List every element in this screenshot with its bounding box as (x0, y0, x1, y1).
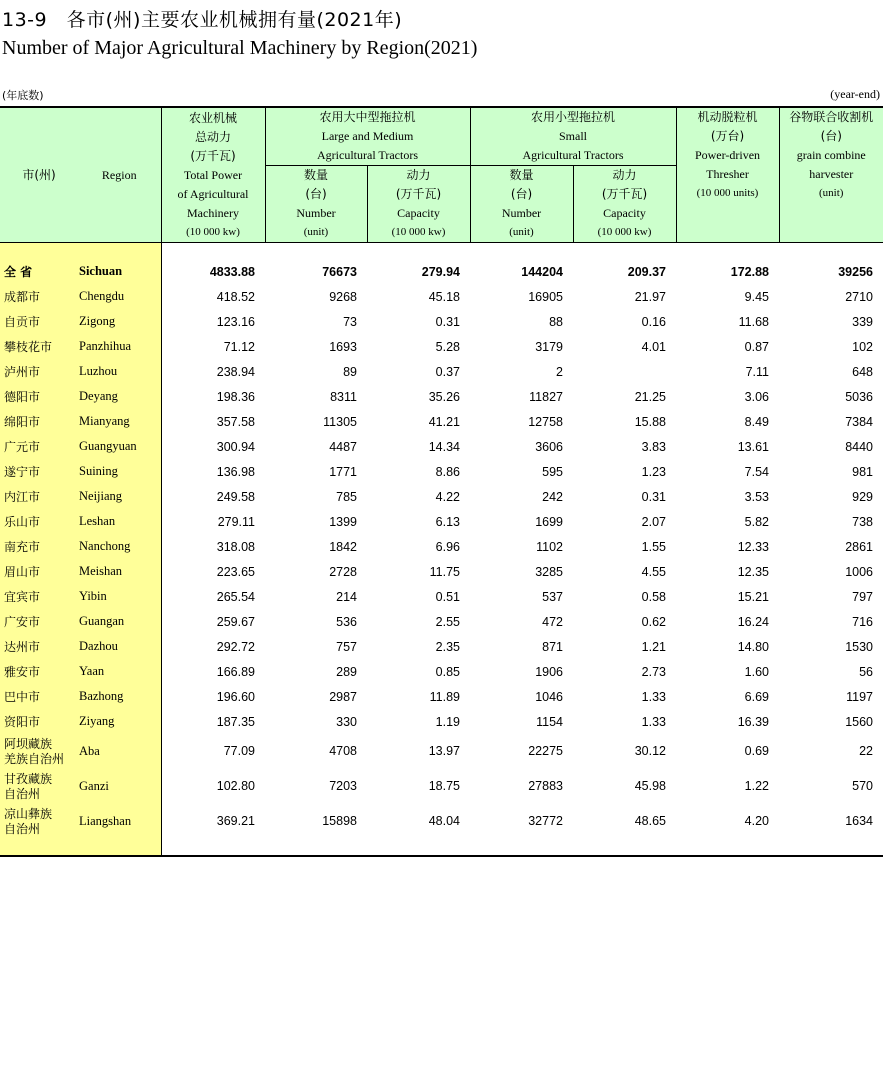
value-cell: 88 (549, 314, 563, 329)
region-name-cn: 达州市 (0, 634, 78, 659)
value-cell: 196.60 (216, 689, 255, 704)
value-cell: 537 (542, 589, 563, 604)
value-cell: 265.54 (216, 589, 255, 604)
region-name-en: Suining (78, 459, 161, 484)
table-row (0, 384, 883, 409)
header-small-tractors: 农用小型拖拉机 Small Agricultural Tractors (470, 107, 676, 166)
value-cell: 1.21 (641, 639, 666, 654)
value-cell: 0.37 (435, 364, 460, 379)
value-cell: 5036 (845, 389, 873, 404)
value-cell: 0.85 (435, 664, 460, 679)
value-cell: 738 (852, 514, 873, 529)
spacer-cell (78, 839, 161, 856)
value-cell: 136.98 (216, 464, 255, 479)
value-cell: 1.22 (744, 779, 769, 793)
table-row (0, 484, 883, 509)
value-cell: 214 (336, 589, 357, 604)
region-name-en: Panzhihua (78, 334, 161, 359)
value-cell: 4.20 (744, 814, 769, 828)
region-name-cn: 自贡市 (0, 309, 78, 334)
region-name-cn: 广安市 (0, 609, 78, 634)
table-row (0, 434, 883, 459)
value-cell: 3179 (535, 339, 563, 354)
value-cell: 330 (336, 714, 357, 729)
value-cell: 757 (336, 639, 357, 654)
region-name-cn-line1: 阿坝藏族 (4, 736, 53, 751)
region-name-en: Chengdu (78, 284, 161, 309)
region-name-en: Leshan (78, 509, 161, 534)
region-name-en: Deyang (78, 384, 161, 409)
table-row (0, 769, 883, 804)
region-name-cn: 资阳市 (0, 709, 78, 734)
region-name-en: Dazhou (78, 634, 161, 659)
value-cell: 123.16 (216, 314, 255, 329)
value-cell: 716 (852, 614, 873, 629)
region-name-cn-line2: 自治州 (4, 786, 41, 801)
value-cell: 249.58 (216, 489, 255, 504)
region-name-en: Nanchong (78, 534, 161, 559)
spacer-cell (161, 839, 265, 856)
value-cell: 300.94 (216, 439, 255, 454)
region-name-cn: 广元市 (0, 434, 78, 459)
value-cell: 187.35 (216, 714, 255, 729)
value-cell: 7203 (329, 779, 357, 793)
value-cell: 0.31 (641, 489, 666, 504)
value-cell: 0.62 (641, 614, 666, 629)
value-cell: 16.24 (737, 614, 769, 629)
value-cell: 3285 (535, 564, 563, 579)
value-cell: 13.61 (737, 439, 769, 454)
table-row (0, 334, 883, 359)
region-name-cn: 乐山市 (0, 509, 78, 534)
region-name-cn (0, 769, 78, 804)
value-cell: 3.83 (641, 439, 666, 454)
region-name-cn: 成都市 (0, 284, 78, 309)
value-cell: 71.12 (223, 339, 255, 354)
value-cell: 39256 (838, 264, 873, 279)
value-cell: 8.49 (744, 414, 769, 429)
value-cell: 3606 (535, 439, 563, 454)
region-name-cn: 巴中市 (0, 684, 78, 709)
value-cell: 6.96 (435, 539, 460, 554)
spacer-cell (265, 243, 367, 260)
value-cell: 1399 (329, 514, 357, 529)
spacer-cell (779, 839, 883, 856)
value-cell: 11305 (323, 414, 357, 429)
value-cell: 198.36 (216, 389, 255, 404)
table-row (0, 409, 883, 434)
value-cell: 77.09 (223, 744, 255, 758)
region-name-cn: 绵阳市 (0, 409, 78, 434)
value-cell: 0.87 (744, 339, 769, 354)
header-thresher: 机动脱粒机 (万台) Power-driven Thresher (10 000 units) (676, 107, 779, 243)
table-row (0, 284, 883, 309)
value-cell: 14.34 (428, 439, 460, 454)
region-name-cn: 内江市 (0, 484, 78, 509)
region-name-en: Ganzi (78, 769, 161, 804)
value-cell: 13.97 (428, 744, 460, 758)
value-cell: 8311 (330, 389, 357, 404)
spacer-cell (573, 243, 676, 260)
value-cell: 223.65 (216, 564, 255, 579)
spacer-cell (779, 243, 883, 260)
region-name-cn (0, 734, 78, 769)
value-cell: 0.69 (744, 744, 769, 758)
value-cell: 76673 (322, 264, 357, 279)
value-cell: 18.75 (428, 779, 460, 793)
value-cell: 12.33 (737, 539, 769, 554)
value-cell: 3.53 (744, 489, 769, 504)
value-cell: 595 (542, 464, 563, 479)
region-name-en: Meishan (78, 559, 161, 584)
value-cell: 144204 (521, 264, 563, 279)
value-cell: 238.94 (216, 364, 255, 379)
table-row (0, 684, 883, 709)
value-cell: 27883 (528, 779, 563, 793)
value-cell: 339 (852, 314, 873, 329)
value-cell: 1.33 (641, 714, 666, 729)
value-cell: 16.39 (737, 714, 769, 729)
region-name-cn-line1: 甘孜藏族 (4, 771, 53, 786)
value-cell: 1771 (329, 464, 357, 479)
value-cell: 1154 (536, 714, 563, 729)
unit-note-chinese: (年底数) (2, 89, 44, 102)
value-cell: 56 (859, 664, 873, 679)
header-small-capacity: 动力 (万千瓦) Capacity (10 000 kw) (573, 166, 676, 243)
value-cell: 2.55 (435, 614, 460, 629)
value-cell: 292.72 (216, 639, 255, 654)
region-name-cn-line2: 自治州 (4, 821, 41, 836)
value-cell: 1006 (845, 564, 873, 579)
header-large-number: 数量 (台) Number (unit) (265, 166, 367, 243)
region-name-cn: 德阳市 (0, 384, 78, 409)
value-cell: 45.18 (428, 289, 460, 304)
spacer-cell (573, 839, 676, 856)
value-cell: 30.12 (634, 744, 666, 758)
header-small-number: 数量 (台) Number (unit) (470, 166, 573, 243)
value-cell: 871 (542, 639, 563, 654)
value-cell: 1.23 (641, 464, 666, 479)
value-cell: 4833.88 (209, 264, 255, 279)
region-name-cn: 南充市 (0, 534, 78, 559)
table-row (0, 609, 883, 634)
value-cell: 209.37 (627, 264, 666, 279)
value-cell: 785 (336, 489, 357, 504)
value-cell: 12758 (528, 414, 563, 429)
value-cell: 981 (852, 464, 873, 479)
value-cell: 102 (852, 339, 873, 354)
value-cell: 1842 (329, 539, 357, 554)
region-name-en: Guangan (78, 609, 161, 634)
value-cell: 48.04 (428, 814, 460, 828)
value-cell: 41.21 (428, 414, 460, 429)
table-row (0, 459, 883, 484)
value-cell: 472 (542, 614, 563, 629)
spacer-cell (367, 243, 470, 260)
value-cell: 1.55 (641, 539, 666, 554)
table-row (0, 534, 883, 559)
spacer-cell (470, 243, 573, 260)
value-cell: 14.80 (737, 639, 769, 654)
spacer-cell (0, 243, 78, 260)
value-cell: 45.98 (634, 779, 666, 793)
value-cell: 2.07 (641, 514, 666, 529)
region-name-en: Liangshan (78, 804, 161, 839)
spacer-cell (367, 839, 470, 856)
value-cell: 8.86 (435, 464, 460, 479)
value-cell: 4.22 (435, 489, 460, 504)
table-title-chinese: 13-9 各市(州)主要农业机械拥有量(2021年) (2, 9, 403, 31)
value-cell: 102.80 (216, 779, 255, 793)
region-name-en: Aba (78, 734, 161, 769)
value-cell: 0.16 (641, 314, 666, 329)
value-cell: 21.97 (634, 289, 666, 304)
value-cell: 1.33 (641, 689, 666, 704)
region-name-cn: 眉山市 (0, 559, 78, 584)
region-name-cn: 遂宁市 (0, 459, 78, 484)
value-cell: 21.25 (634, 389, 666, 404)
value-cell: 1560 (845, 714, 873, 729)
value-cell: 1906 (535, 664, 563, 679)
value-cell: 5.82 (744, 514, 769, 529)
value-cell: 648 (852, 364, 873, 379)
value-cell: 15.88 (634, 414, 666, 429)
value-cell (573, 359, 676, 384)
table-row (0, 634, 883, 659)
value-cell: 15.21 (737, 589, 769, 604)
header-large-capacity: 动力 (万千瓦) Capacity (10 000 kw) (367, 166, 470, 243)
spacer-cell (78, 243, 161, 260)
value-cell: 1699 (535, 514, 563, 529)
value-cell: 15898 (322, 814, 357, 828)
value-cell: 4487 (329, 439, 357, 454)
spacer-row (0, 243, 883, 260)
table-row (0, 709, 883, 734)
table-body (0, 243, 883, 857)
value-cell: 22 (859, 744, 873, 758)
value-cell: 4.01 (641, 339, 666, 354)
header-total-power: 农业机械 总动力 (万千瓦) Total Power of Agricultural Machinery (10 000 kw) (161, 107, 265, 243)
value-cell: 35.26 (428, 389, 460, 404)
value-cell: 369.21 (216, 814, 255, 828)
value-cell: 536 (336, 614, 357, 629)
region-name-cn: 宜宾市 (0, 584, 78, 609)
region-name-en: Mianyang (78, 409, 161, 434)
table-row (0, 584, 883, 609)
unit-note-english: (year-end) (830, 87, 880, 101)
value-cell: 5.28 (435, 339, 460, 354)
region-name-en: Yaan (78, 659, 161, 684)
value-cell: 8440 (845, 439, 873, 454)
value-cell: 2.35 (435, 639, 460, 654)
value-cell: 0.31 (435, 314, 460, 329)
value-cell: 1102 (536, 539, 563, 554)
region-name-cn-line2: 羌族自治州 (4, 751, 65, 766)
table-row (0, 804, 883, 839)
value-cell: 11.89 (429, 689, 460, 704)
value-cell: 279.94 (421, 264, 460, 279)
value-cell: 1634 (845, 814, 873, 828)
value-cell: 6.13 (435, 514, 460, 529)
value-cell: 2987 (329, 689, 357, 704)
value-cell: 2.73 (641, 664, 666, 679)
value-cell: 166.89 (216, 664, 255, 679)
value-cell: 1.19 (435, 714, 460, 729)
region-name-cn-line1: 凉山彝族 (4, 806, 53, 821)
value-cell: 32772 (528, 814, 563, 828)
value-cell: 242 (542, 489, 563, 504)
region-name-en: Yibin (78, 584, 161, 609)
table-row (0, 734, 883, 769)
spacer-cell (0, 839, 78, 856)
header-large-tractors: 农用大中型拖拉机 Large and Medium Agricultural Tractors (265, 107, 470, 166)
value-cell: 7.11 (745, 364, 769, 379)
value-cell: 1693 (329, 339, 357, 354)
value-cell: 0.51 (435, 589, 460, 604)
value-cell: 7.54 (744, 464, 769, 479)
region-name-en: Neijiang (78, 484, 161, 509)
spacer-cell (676, 243, 779, 260)
value-cell: 11827 (529, 389, 563, 404)
table-row (0, 559, 883, 584)
value-cell: 0.58 (641, 589, 666, 604)
value-cell: 3.06 (744, 389, 769, 404)
value-cell: 7384 (845, 414, 873, 429)
spacer-cell (265, 839, 367, 856)
region-name-cn: 雅安市 (0, 659, 78, 684)
value-cell: 1046 (535, 689, 563, 704)
region-name-en: Ziyang (78, 709, 161, 734)
region-name-en: Guangyuan (78, 434, 161, 459)
value-cell: 2 (556, 364, 563, 379)
value-cell: 172.88 (730, 264, 769, 279)
value-cell: 22275 (528, 744, 563, 758)
value-cell: 929 (852, 489, 873, 504)
table-row (0, 359, 883, 384)
value-cell: 318.08 (216, 539, 255, 554)
region-name-en: Bazhong (78, 684, 161, 709)
value-cell: 2710 (845, 289, 873, 304)
value-cell: 48.65 (634, 814, 666, 828)
value-cell: 9.45 (744, 289, 769, 304)
table-row (0, 309, 883, 334)
value-cell: 357.58 (216, 414, 255, 429)
value-cell: 279.11 (217, 514, 255, 529)
spacer-cell (161, 243, 265, 260)
total-row (0, 259, 883, 284)
table-row (0, 659, 883, 684)
value-cell: 11.68 (738, 314, 769, 329)
value-cell: 11.75 (429, 564, 460, 579)
spacer-cell (470, 839, 573, 856)
value-cell: 1197 (846, 689, 873, 704)
machinery-table (0, 106, 883, 857)
spacer-row (0, 839, 883, 856)
value-cell: 797 (852, 589, 873, 604)
value-cell: 289 (336, 664, 357, 679)
table-row (0, 509, 883, 534)
header-city: 市(州) (0, 107, 78, 243)
region-name-en: Zigong (78, 309, 161, 334)
value-cell: 1530 (845, 639, 873, 654)
value-cell: 12.35 (737, 564, 769, 579)
value-cell: 418.52 (216, 289, 255, 304)
value-cell: 73 (343, 314, 357, 329)
value-cell: 2861 (845, 539, 873, 554)
value-cell: 2728 (329, 564, 357, 579)
region-name-en: Sichuan (78, 259, 161, 284)
spacer-cell (676, 839, 779, 856)
value-cell: 16905 (528, 289, 563, 304)
value-cell: 6.69 (744, 689, 769, 704)
region-name-cn: 全 省 (0, 259, 78, 284)
region-name-cn: 泸州市 (0, 359, 78, 384)
value-cell: 89 (343, 364, 357, 379)
header-region: Region (78, 107, 161, 243)
region-name-en: Luzhou (78, 359, 161, 384)
table-title-english: Number of Major Agricultural Machinery by Region(2021) (2, 37, 478, 59)
value-cell: 259.67 (216, 614, 255, 629)
value-cell: 4708 (329, 744, 357, 758)
value-cell: 570 (852, 779, 873, 793)
region-name-cn (0, 804, 78, 839)
value-cell: 9268 (329, 289, 357, 304)
header-harvester: 谷物联合收割机 (台) grain combine harvester (unit) (779, 107, 883, 243)
value-cell: 4.55 (641, 564, 666, 579)
value-cell: 1.60 (744, 664, 769, 679)
table-header (0, 107, 883, 243)
region-name-cn: 攀枝花市 (0, 334, 78, 359)
